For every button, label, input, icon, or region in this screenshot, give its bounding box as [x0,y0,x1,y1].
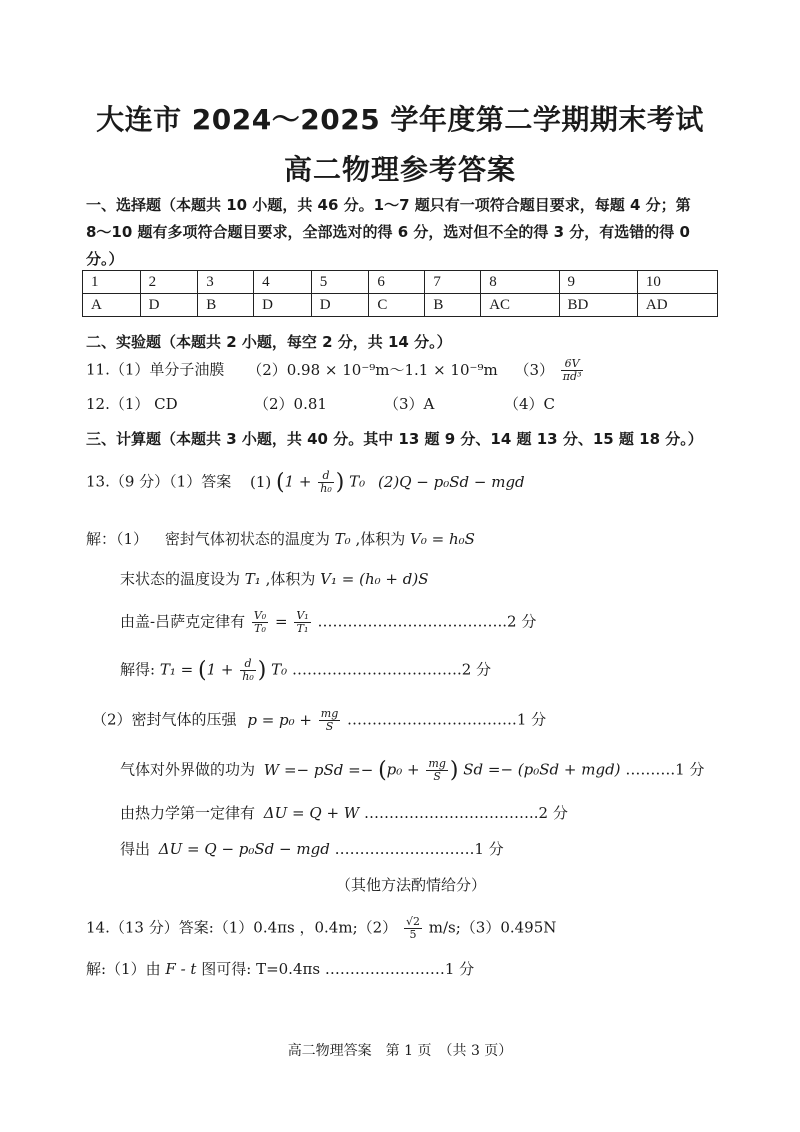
solution-line3 [120,610,536,635]
answer-table [82,270,718,317]
s2-mid: ,体积为 [265,570,316,588]
q13-label: 13.（9 分）（1）答案 [86,472,232,491]
q13-ans1-fraction: $\frac{d}{\text{h₀}}$ [320,469,332,495]
answer-table-number-row [83,271,718,294]
q12-part1: 12.（1） CD [86,395,178,413]
work-line [120,758,704,783]
s3-fraction2: $\frac{\text{V₁}}{\text{T₁}}$ [296,609,309,635]
paren-left: ( [197,658,207,683]
p2-score: …………………………….1 分 [347,710,547,729]
q12-part4: （4）C [504,395,556,413]
q14-answer-line [86,916,556,941]
q12-part3: （3）A [384,395,435,413]
document-title: 大连市 2024～2025 学年度第二学期期末考试 [96,103,704,136]
q12-part2: （2）0.81 [254,395,327,413]
w-text: 气体对外界做的功为 [120,760,256,779]
table-cell: 4 [254,271,312,294]
table-cell: 9 [559,271,637,294]
s4-fraction: $\frac{d}{\text{h₀}}$ [242,657,254,683]
table-cell: 6 [369,271,425,294]
table-cell: 7 [425,271,481,294]
table-cell: B [425,294,481,317]
table-cell: 8 [481,271,559,294]
s3-score: ………………………………..2 分 [317,612,537,631]
q13-ans1-post: T₀ [349,472,366,491]
q14-fraction: $\frac{√2}{5}$ [405,915,420,941]
solution-label: 解：（1） [86,530,149,548]
table-cell: B [198,294,254,317]
q13-answer-line [86,470,525,495]
table-cell: 5 [311,271,369,294]
document-subtitle: 高二物理参考答案 [283,153,516,186]
q11-line [86,358,585,383]
section3-heading: 三、计算题（本题共 3 小题，共 40 分。其中 13 题 9 分、14 题 13 分、15 题 18 分。） [86,430,703,448]
table-cell: AD [637,294,717,317]
part2-line [92,708,546,733]
section2-heading: 二、实验题（本题共 2 小题，每空 2 分，共 14 分。） [86,333,452,351]
q14-sol: 解:（1）由 [86,960,161,978]
table-cell: A [83,294,141,317]
q11-part1: 11.（1）单分子油膜 [86,360,225,379]
section1-line2: 8～10 题有多项符合题目要求，全部选对的得 6 分，选对但不全的得 3 分，有选错的得 0 [86,223,690,241]
w-fraction: $\frac{mg}{S}$ [428,757,446,783]
q14-Ft: F - t [165,960,197,978]
q13-ans1-prefix: (1) [250,472,272,491]
table-cell: BD [559,294,637,317]
s3-equals: = [275,612,288,631]
t-eq: ΔU = Q + W [263,804,360,822]
s4-T0: T₀ [271,660,288,679]
s2-T1: T₁ [244,570,261,588]
q14-post: m/s;（3）0.495N [428,918,557,937]
s4-text: 解得: [120,660,156,679]
paren-left: ( [276,470,285,495]
solution-line1 [86,528,475,549]
q14-score: ……………………1 分 [324,960,475,978]
s2-V1: V₁ = (h₀ + d)S [320,570,429,588]
s1-V0: V₀ = h₀S [410,530,475,548]
q14-pre: 14.（13 分）答案:（1）0.4πs ，0.4m;（2） [86,918,398,937]
s1-T0: T₀ [334,530,351,548]
q14-sol2: 图可得: [201,960,252,978]
q11-part3: （3） [514,360,555,379]
s4-one: 1 + [206,660,234,679]
page-footer: 高二物理答案 第 1 页 （共 3 页） [287,1043,513,1059]
s1-text: 密封气体初状态的温度为 [164,530,330,548]
t-score: ……………………………..2 分 [363,804,568,822]
s3-text: 由盖-吕萨克定律有 [120,612,246,631]
q11-part2: （2）0.98 × 10⁻⁹m～1.1 × 10⁻⁹m [247,360,498,379]
table-cell: D [311,294,369,317]
section1-line3: 分。） [86,250,124,268]
s2-text: 末状态的温度设为 [120,570,241,588]
q13-ans2: (2)Q − p₀Sd − mgd [377,472,525,491]
r-eq: ΔU = Q − p₀Sd − mgd [158,840,330,858]
answer-table-answer-row [83,294,718,317]
solution-line2 [120,568,428,589]
w-tail: Sd =− (p₀Sd + mgd) [463,760,621,779]
paren-right: ) [449,758,459,783]
table-cell: 2 [140,271,198,294]
w-p0: p₀ + [386,760,420,779]
table-cell: 3 [198,271,254,294]
section1-line1: 一、选择题（本题共 10 小题，共 46 分。1～7 题只有一项符合题目要求，每题 4 分；第 [86,196,691,214]
thermo-line [120,802,568,823]
table-cell: AC [481,294,559,317]
r-text: 得出 [120,840,151,858]
table-cell: C [369,294,425,317]
t-text: 由热力学第一定律有 [120,804,256,822]
r-score: ……………………….1 分 [334,840,504,858]
paren-right: ) [335,470,345,495]
p2-label: （2）密封气体的压强 [92,710,237,729]
p2-eq: p = p₀ + [247,710,312,729]
table-cell: 1 [83,271,141,294]
s1-mid: ,体积为 [355,530,406,548]
table-cell: 10 [637,271,717,294]
q14-solution-line [86,958,474,979]
paren-left: ( [378,758,387,783]
solution-line4 [120,658,491,683]
w-score: ……….1 分 [625,760,705,779]
table-cell: D [140,294,198,317]
q11-fraction: $\frac{6V}{\text{πd³}}$ [562,357,582,383]
s4-score: …………………………….2 分 [291,660,492,679]
s3-fraction1: $\frac{\text{V₀}}{\text{T₀}}$ [253,609,267,635]
q13-ans1-one: 1 + [284,472,312,491]
result-line [120,838,504,859]
w-eq: W =− pSd =− [263,760,374,779]
q14-T: T=0.4πs [256,960,321,978]
table-cell: D [254,294,312,317]
other-methods-note: （其他方法酌情给分） [336,876,487,894]
s4-T1: T₁ = [159,660,194,679]
paren-right: ) [257,658,267,683]
p2-fraction: $\frac{mg}{S}$ [320,707,339,733]
